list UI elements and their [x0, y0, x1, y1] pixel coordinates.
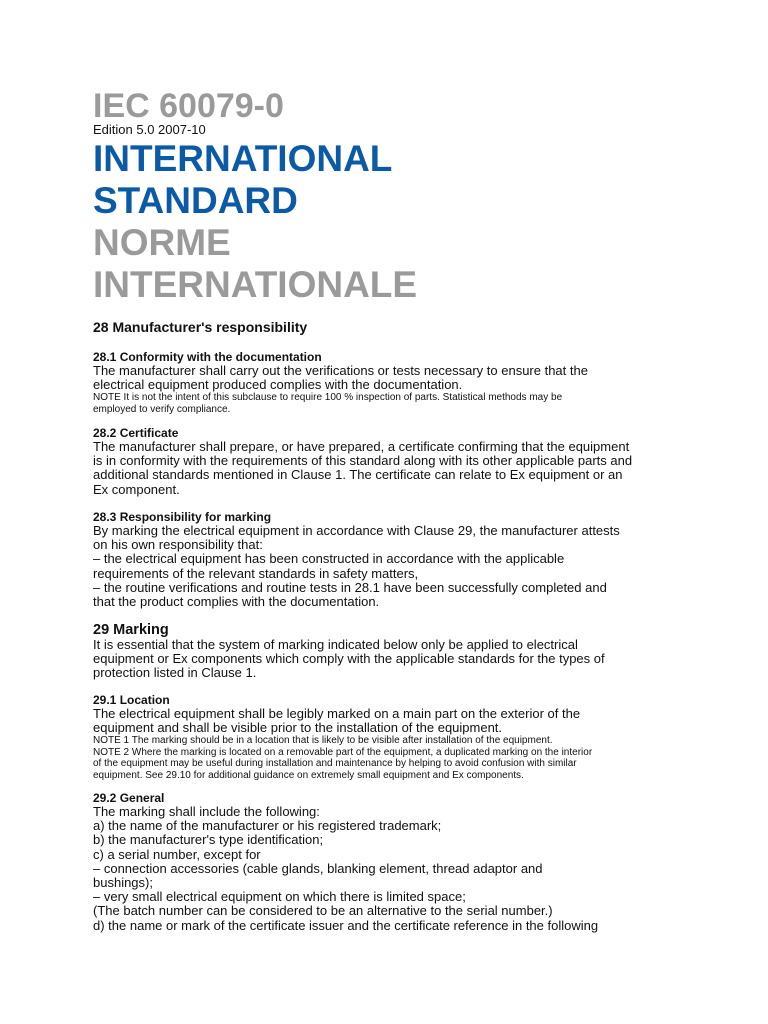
subclause-28-1-note: [93, 392, 562, 415]
edition-line: Edition 5.0 2007-10: [93, 122, 206, 137]
subclause-28-3-heading: 28.3 Responsibility for marking: [93, 510, 272, 524]
subclause-29-2-body: [93, 805, 598, 933]
text-line: is in conformity with the requirements of this standard along with its other applicable parts and: [93, 453, 633, 469]
text-line: The manufacturer shall carry out the verifications or tests necessary to ensure that the: [93, 363, 588, 378]
note-line: NOTE It is not the intent of this subclause to require 100 % inspection of parts. Statistical methods may be: [93, 392, 563, 403]
subclause-28-2-heading: 28.2 Certificate: [93, 426, 179, 440]
clause-29-body: [93, 638, 605, 681]
text-line: protection listed in Clause 1.: [93, 665, 257, 681]
text-line: – connection accessories (cable glands, blanking element, thread adaptor and: [93, 860, 543, 876]
subclause-28-3-body: [93, 524, 620, 609]
title-line: INTERNATIONAL: [93, 138, 393, 179]
text-line: equipment and shall be visible prior to the installation of the equipment.: [93, 720, 503, 736]
subclause-29-1-body: [93, 707, 580, 735]
title-line: NORME: [93, 222, 231, 263]
text-line: The electrical equipment shall be legibly marked on a main part on the exterior of the: [93, 706, 581, 721]
note-line: NOTE 2 Where the marking is located on a removable part of the equipment, a duplicated marking on the interior: [93, 746, 593, 758]
clause-29-heading: 29 Marking: [93, 622, 169, 638]
text-line: on his own responsibility that:: [93, 537, 263, 553]
subclause-28-1-body: [93, 364, 588, 392]
text-line: It is essential that the system of marking indicated below only be applied to electrical: [93, 637, 578, 652]
text-line: – the routine verifications and routine tests in 28.1 have been successfully completed and: [93, 579, 607, 595]
text-line: The marking shall include the following:: [93, 804, 320, 819]
text-line: equipment or Ex components which comply with the applicable standards for the types of: [93, 651, 605, 667]
text-line: that the product complies with the documentation.: [93, 594, 380, 610]
text-line: a) the name of the manufacturer or his registered trademark;: [93, 818, 442, 834]
note-line: NOTE 1 The marking should be in a location that is likely to be visible after installation of the equipment.: [93, 735, 553, 746]
text-line: – very small electrical equipment on which there is limited space;: [93, 889, 466, 905]
text-line: (The batch number can be considered to be an alternative to the serial number.): [93, 903, 553, 919]
note-line: equipment. See 29.10 for additional guidance on extremely small equipment and Ex components.: [93, 769, 524, 781]
subclause-29-1-notes: [93, 735, 592, 781]
document-id: IEC 60079-0: [93, 87, 284, 125]
note-line: of the equipment may be useful during installation and maintenance by helping to avoid confusion with similar: [93, 758, 577, 770]
text-line: The manufacturer shall prepare, or have prepared, a certificate confirming that the equipment: [93, 439, 630, 454]
text-line: d) the name or mark of the certificate issuer and the certificate reference in the following: [93, 917, 599, 933]
text-line: bushings);: [93, 875, 153, 891]
text-line: requirements of the relevant standards in safety matters,: [93, 565, 419, 581]
text-line: Ex component.: [93, 481, 180, 497]
subclause-29-2-heading: 29.2 General: [93, 791, 165, 805]
text-line: b) the manufacturer's type identification;: [93, 832, 324, 848]
text-line: c) a serial number, except for: [93, 846, 261, 862]
title-english: [93, 138, 392, 222]
subclause-28-1-heading: 28.1 Conformity with the documentation: [93, 350, 322, 364]
title-french: [93, 222, 417, 306]
subclause-28-2-body: [93, 440, 632, 497]
text-line: electrical equipment produced complies with the documentation.: [93, 377, 463, 393]
text-line: – the electrical equipment has been constructed in accordance with the applicable: [93, 551, 565, 567]
note-line: employed to verify compliance.: [93, 403, 231, 415]
text-line: By marking the electrical equipment in accordance with Clause 29, the manufacturer attests: [93, 523, 620, 538]
clause-28-heading: 28 Manufacturer's responsibility: [93, 319, 308, 335]
subclause-29-1-heading: 29.1 Location: [93, 693, 170, 707]
title-line: INTERNATIONALE: [93, 264, 418, 305]
title-line: STANDARD: [93, 180, 298, 221]
text-line: additional standards mentioned in Clause 1. The certificate can relate to Ex equipment or an: [93, 467, 623, 483]
